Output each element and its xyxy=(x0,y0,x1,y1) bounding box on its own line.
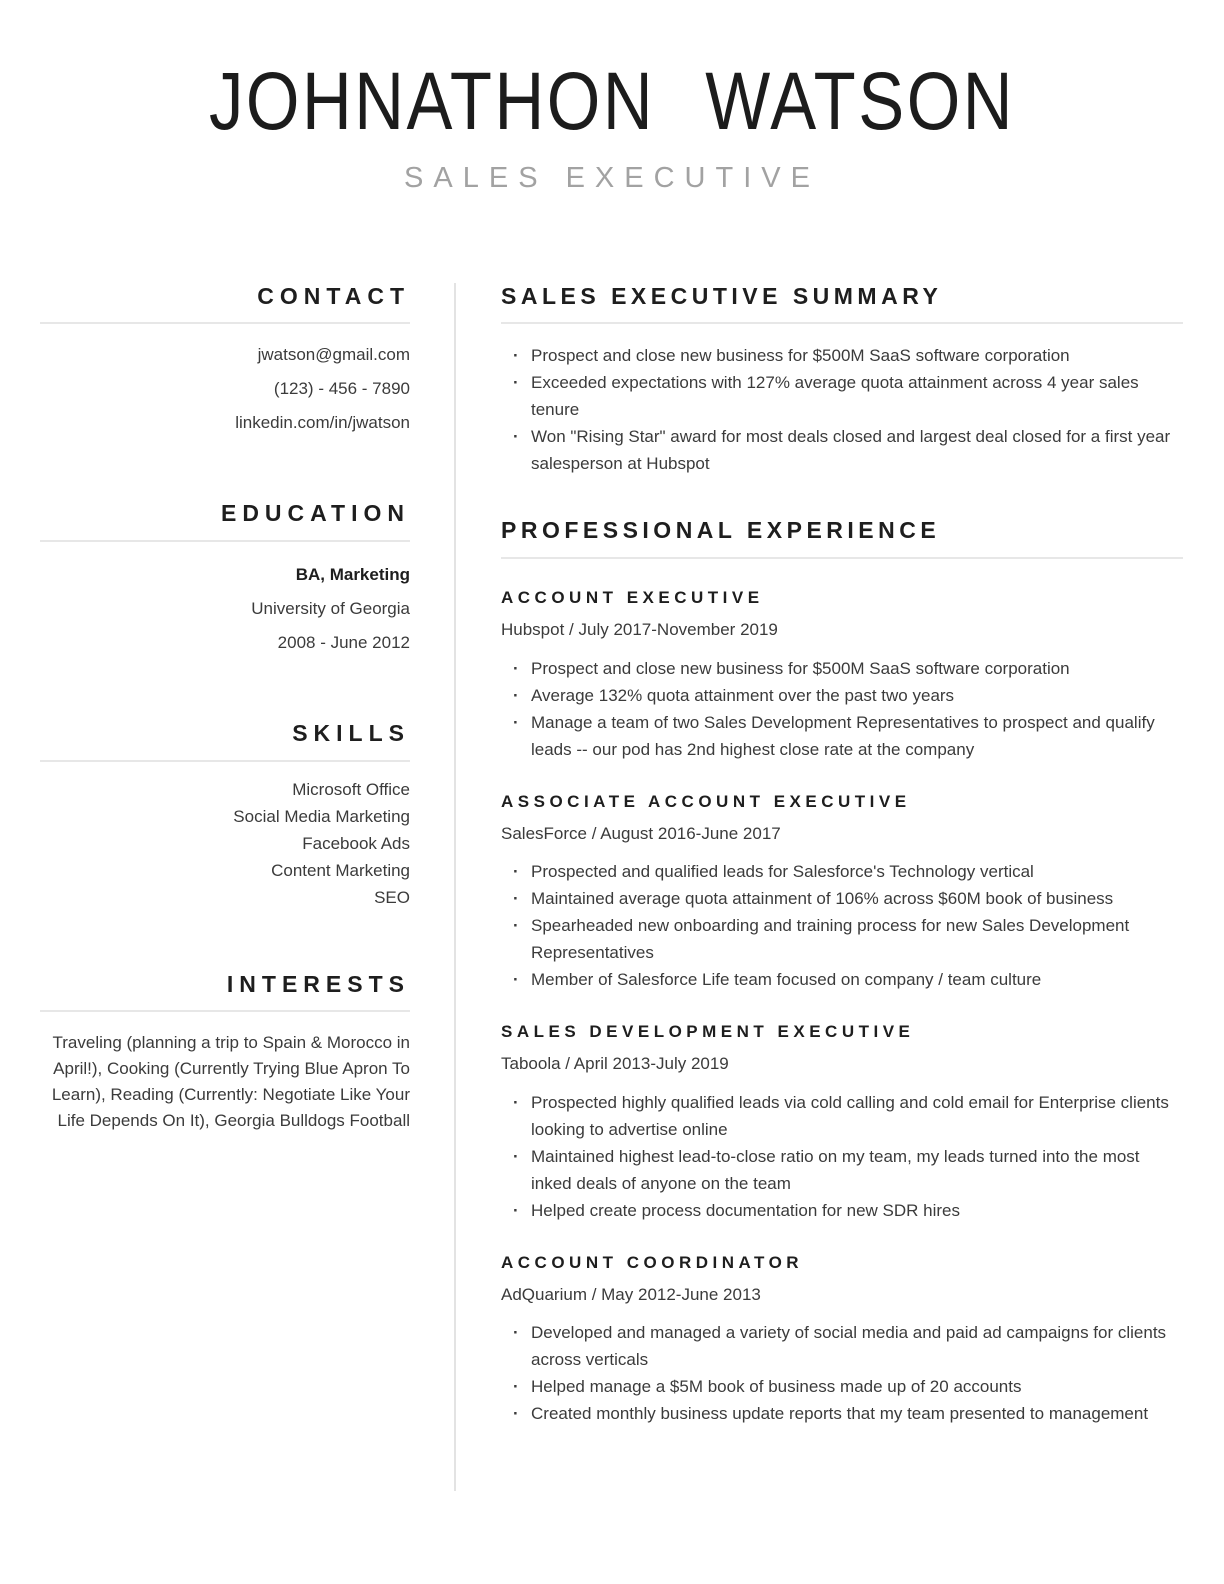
summary-section xyxy=(501,283,1183,478)
resume-header xyxy=(0,0,1224,195)
skills-heading: SKILLS xyxy=(292,720,410,747)
education-school: University of Georgia xyxy=(251,599,410,619)
contact-item: linkedin.com/in/jwatson xyxy=(235,413,410,433)
job-entry-sales-development-executive xyxy=(501,1021,1183,1224)
job-bullet-list xyxy=(501,655,1183,763)
job-bullet: · Created monthly business update reports that my team presented to management xyxy=(501,1400,1183,1427)
interests-heading: INTERESTS xyxy=(226,970,410,997)
contact-item: jwatson@gmail.com xyxy=(257,345,410,365)
job-company-dates: Taboola / April 2013-July 2019 xyxy=(501,1054,729,1074)
job-title: ACCOUNT EXECUTIVE xyxy=(501,588,764,608)
job-bullet: · Spearheaded new onboarding and training process for new Sales Development Representatives xyxy=(501,912,1183,966)
job-bullet-list xyxy=(501,1089,1183,1224)
main-column xyxy=(501,283,1183,1491)
contact-item: (123) - 456 - 7890 xyxy=(273,379,410,399)
skills-rule xyxy=(40,760,410,762)
job-bullet: · Prospect and close new business for $500M SaaS software corporation xyxy=(501,655,1183,682)
interests-text: Traveling (planning a trip to Spain & Morocco in April!), Cooking (Currently Trying Blue Apron To Learn), Reading (Currently: Negotiate Like Your Life Depends On It), Georgia Bulldogs Football xyxy=(51,1033,410,1131)
job-bullet: · Maintained highest lead-to-close ratio on my team, my leads turned into the most inked deals of anyone on the team xyxy=(501,1143,1183,1197)
contact-rule xyxy=(40,322,410,324)
job-bullet-list xyxy=(501,858,1183,993)
summary-bullet: · Prospect and close new business for $500M SaaS software corporation xyxy=(501,342,1183,369)
summary-rule xyxy=(501,322,1183,324)
education-section xyxy=(40,500,410,660)
job-bullet-list xyxy=(501,1319,1183,1427)
job-entry-account-coordinator xyxy=(501,1252,1183,1428)
job-bullet: · Manage a team of two Sales Development Representatives to prospect and qualify leads -- our pod has 2nd highest close rate at the company xyxy=(501,709,1183,763)
job-title: ACCOUNT COORDINATOR xyxy=(501,1252,804,1272)
skill-item: Content Marketing xyxy=(271,860,410,880)
column-divider xyxy=(454,283,456,1491)
job-bullet: · Maintained average quota attainment of 106% across $60M book of business xyxy=(501,885,1183,912)
job-bullet: · Helped manage a $5M book of business made up of 20 accounts xyxy=(501,1373,1183,1400)
job-bullet: · Prospected highly qualified leads via cold calling and cold email for Enterprise clients looking to advertise online xyxy=(501,1089,1183,1143)
job-title: SALES DEVELOPMENT EXECUTIVE xyxy=(501,1022,915,1042)
interests-section xyxy=(40,971,410,1135)
experience-rule xyxy=(501,557,1183,559)
contact-section xyxy=(40,283,410,441)
skill-item: Microsoft Office xyxy=(292,779,410,799)
job-bullet: · Average 132% quota attainment over the past two years xyxy=(501,682,1183,709)
job-bullet: · Member of Salesforce Life team focused on company / team culture xyxy=(501,966,1183,993)
candidate-name: JOHNATHON WATSON xyxy=(208,56,1016,147)
job-company-dates: SalesForce / August 2016-June 2017 xyxy=(501,823,781,843)
interests-rule xyxy=(40,1010,410,1012)
job-bullet: · Prospected and qualified leads for Salesforce's Technology vertical xyxy=(501,858,1183,885)
experience-heading: PROFESSIONAL EXPERIENCE xyxy=(501,517,941,544)
job-company-dates: Hubspot / July 2017-November 2019 xyxy=(501,620,778,640)
sidebar xyxy=(40,283,410,1491)
skill-item: Facebook Ads xyxy=(302,833,410,853)
skill-item: Social Media Marketing xyxy=(233,806,410,826)
job-company-dates: AdQuarium / May 2012-June 2013 xyxy=(501,1284,761,1304)
summary-bullet: · Won "Rising Star" award for most deals closed and largest deal closed for a first year salesperson at Hubspot xyxy=(501,423,1183,477)
job-title: ASSOCIATE ACCOUNT EXECUTIVE xyxy=(501,791,911,811)
job-bullet: · Helped create process documentation for new SDR hires xyxy=(501,1197,1183,1224)
summary-bullet: · Exceeded expectations with 127% average quota attainment across 4 year sales tenure xyxy=(501,369,1183,423)
experience-section xyxy=(501,517,1183,1427)
education-heading: EDUCATION xyxy=(220,500,410,527)
job-entry-account-executive xyxy=(501,587,1183,763)
summary-bullet-list xyxy=(501,342,1183,477)
summary-heading: SALES EXECUTIVE SUMMARY xyxy=(501,282,943,309)
education-degree: BA, Marketing xyxy=(295,565,410,585)
job-entry-associate-account-executive xyxy=(501,791,1183,994)
education-rule xyxy=(40,540,410,542)
education-dates: 2008 - June 2012 xyxy=(277,633,410,653)
resume-body xyxy=(0,283,1224,1491)
education-entry xyxy=(40,558,410,660)
skills-list xyxy=(40,776,410,911)
contact-heading: CONTACT xyxy=(257,282,410,309)
skills-section xyxy=(40,720,410,911)
job-bullet: · Developed and managed a variety of social media and paid ad campaigns for clients across verticals xyxy=(501,1319,1183,1373)
candidate-role-title: SALES EXECUTIVE xyxy=(404,161,820,194)
contact-list xyxy=(40,338,410,440)
skill-item: SEO xyxy=(374,887,410,907)
